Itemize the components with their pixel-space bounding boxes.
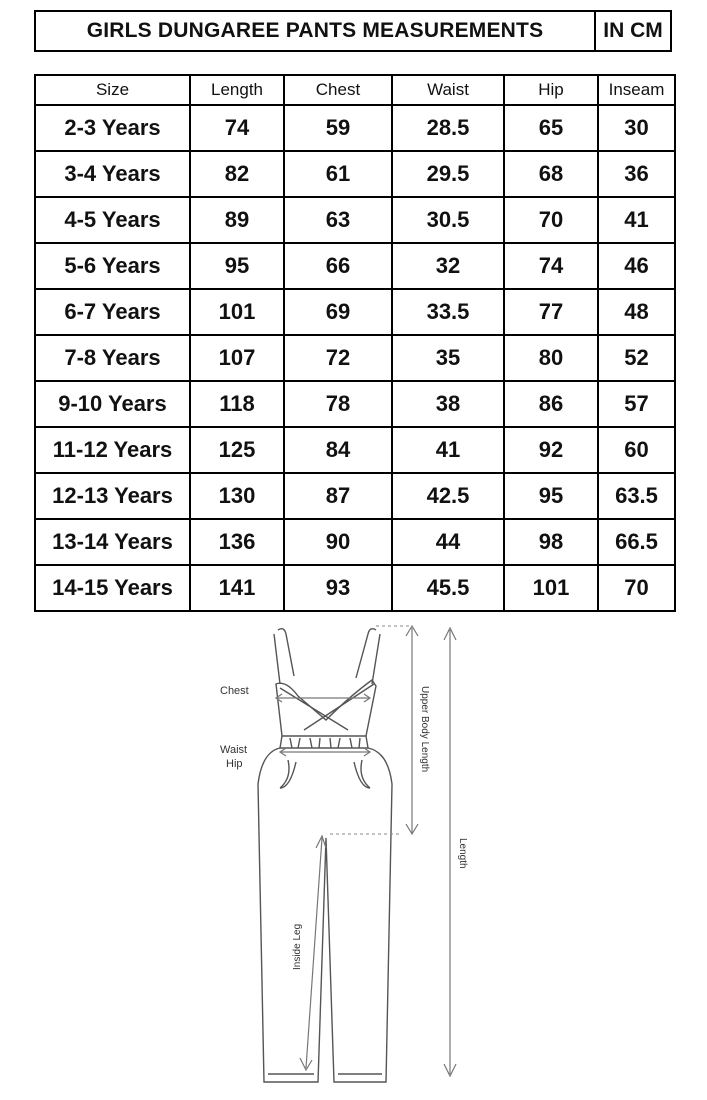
upper-body-length-label: Upper Body Length (419, 686, 430, 773)
cell-waist: 30.5 (392, 197, 504, 243)
cell-inseam: 52 (598, 335, 675, 381)
col-header-inseam: Inseam (598, 75, 675, 105)
table-row (35, 335, 675, 381)
cell-inseam: 57 (598, 381, 675, 427)
cell-waist: 45.5 (392, 565, 504, 611)
cell-hip: 92 (504, 427, 598, 473)
cell-length: 74 (190, 105, 284, 151)
cell-inseam: 60 (598, 427, 675, 473)
cell-chest: 66 (284, 243, 392, 289)
cell-inseam: 66.5 (598, 519, 675, 565)
cell-hip: 101 (504, 565, 598, 611)
cell-chest: 78 (284, 381, 392, 427)
cell-length: 125 (190, 427, 284, 473)
unit-label: IN CM (603, 19, 663, 42)
cell-waist: 28.5 (392, 105, 504, 151)
cell-size: 14-15 Years (35, 565, 190, 611)
cell-inseam: 41 (598, 197, 675, 243)
cell-length: 95 (190, 243, 284, 289)
cell-inseam: 63.5 (598, 473, 675, 519)
cell-chest: 87 (284, 473, 392, 519)
cell-length: 82 (190, 151, 284, 197)
cell-waist: 41 (392, 427, 504, 473)
chart-title: GIRLS DUNGAREE PANTS MEASUREMENTS (36, 12, 596, 50)
cell-size: 6-7 Years (35, 289, 190, 335)
table-row (35, 427, 675, 473)
title-bar (34, 10, 672, 52)
waist-label: Waist (220, 744, 248, 756)
cell-hip: 68 (504, 151, 598, 197)
table-row (35, 243, 675, 289)
table-row (35, 151, 675, 197)
cell-length: 136 (190, 519, 284, 565)
table-row (35, 197, 675, 243)
cell-chest: 61 (284, 151, 392, 197)
cell-chest: 90 (284, 519, 392, 565)
hip-label: Hip (226, 758, 243, 770)
table-row (35, 289, 675, 335)
cell-waist: 44 (392, 519, 504, 565)
table-row (35, 105, 675, 151)
cell-waist: 33.5 (392, 289, 504, 335)
cell-size: 7-8 Years (35, 335, 190, 381)
cell-hip: 86 (504, 381, 598, 427)
cell-hip: 74 (504, 243, 598, 289)
cell-size: 3-4 Years (35, 151, 190, 197)
cell-length: 89 (190, 197, 284, 243)
cell-length: 101 (190, 289, 284, 335)
table-row (35, 381, 675, 427)
cell-hip: 98 (504, 519, 598, 565)
table-row (35, 519, 675, 565)
cell-hip: 65 (504, 105, 598, 151)
table-row (35, 473, 675, 519)
col-header-chest: Chest (284, 75, 392, 105)
cell-inseam: 46 (598, 243, 675, 289)
cell-size: 4-5 Years (35, 197, 190, 243)
cell-inseam: 36 (598, 151, 675, 197)
cell-length: 107 (190, 335, 284, 381)
cell-chest: 69 (284, 289, 392, 335)
cell-length: 118 (190, 381, 284, 427)
cell-chest: 93 (284, 565, 392, 611)
cell-inseam: 70 (598, 565, 675, 611)
cell-waist: 35 (392, 335, 504, 381)
chest-label: Chest (220, 685, 249, 697)
cell-length: 130 (190, 473, 284, 519)
cell-waist: 38 (392, 381, 504, 427)
cell-hip: 77 (504, 289, 598, 335)
cell-inseam: 48 (598, 289, 675, 335)
size-table (34, 74, 676, 612)
table-row (35, 565, 675, 611)
table-header-row (35, 75, 675, 105)
col-header-waist: Waist (392, 75, 504, 105)
cell-size: 12-13 Years (35, 473, 190, 519)
cell-hip: 80 (504, 335, 598, 381)
cell-size: 5-6 Years (35, 243, 190, 289)
cell-waist: 29.5 (392, 151, 504, 197)
cell-size: 9-10 Years (35, 381, 190, 427)
length-label: Length (457, 838, 468, 869)
cell-chest: 63 (284, 197, 392, 243)
cell-size: 2-3 Years (35, 105, 190, 151)
col-header-length: Length (190, 75, 284, 105)
table-body (35, 105, 675, 611)
measure-guides (330, 626, 412, 834)
cell-hip: 70 (504, 197, 598, 243)
cell-hip: 95 (504, 473, 598, 519)
inside-leg-label: Inside Leg (292, 923, 303, 970)
col-header-hip: Hip (504, 75, 598, 105)
cell-inseam: 30 (598, 105, 675, 151)
dungaree-diagram (180, 612, 500, 1092)
col-header-size: Size (35, 75, 190, 105)
cell-size: 11-12 Years (35, 427, 190, 473)
cell-chest: 59 (284, 105, 392, 151)
cell-waist: 32 (392, 243, 504, 289)
cell-waist: 42.5 (392, 473, 504, 519)
cell-chest: 84 (284, 427, 392, 473)
cell-size: 13-14 Years (35, 519, 190, 565)
cell-length: 141 (190, 565, 284, 611)
cell-chest: 72 (284, 335, 392, 381)
